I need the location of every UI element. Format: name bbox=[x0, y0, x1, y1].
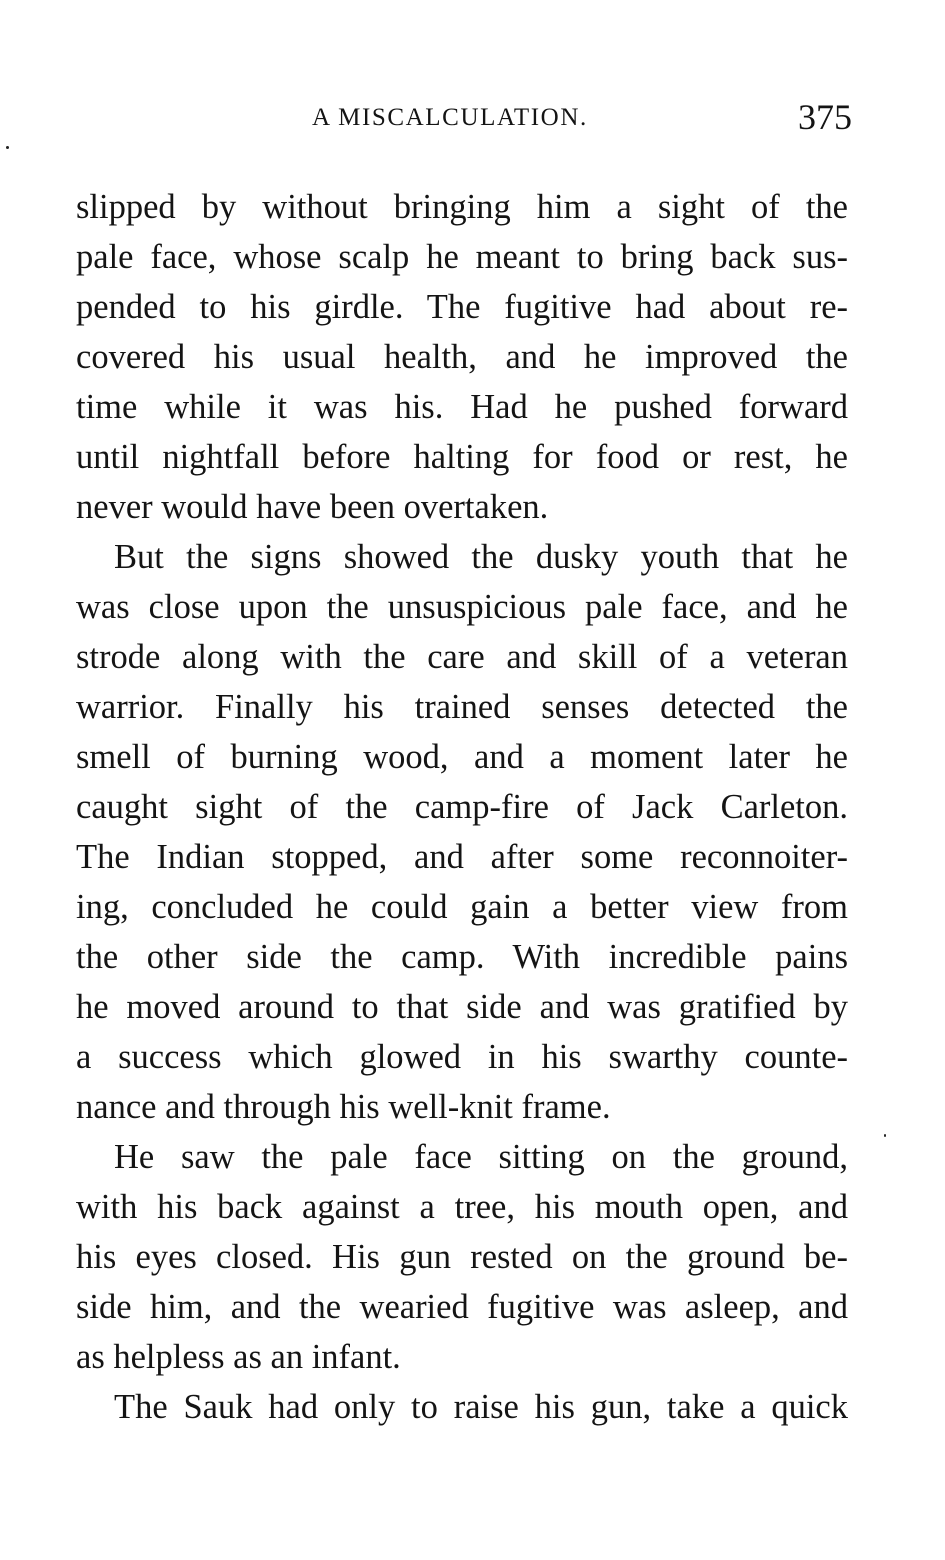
text-line: ing, concluded he could gain a better view from bbox=[76, 888, 848, 926]
text-line: pale face, whose scalp he meant to bring back sus- bbox=[76, 238, 848, 276]
text-line: nance and through his well-knit frame. bbox=[76, 1088, 611, 1126]
text-line: was close upon the unsuspicious pale face, and he bbox=[76, 588, 848, 626]
text-line: his eyes closed. His gun rested on the ground be- bbox=[76, 1238, 848, 1276]
text-line: slipped by without bringing him a sight of the bbox=[76, 188, 848, 226]
text-line: caught sight of the camp-fire of Jack Carleton. bbox=[76, 788, 848, 826]
text-line: The Sauk had only to raise his gun, take a quick bbox=[114, 1388, 848, 1426]
text-line: he moved around to that side and was gratified by bbox=[76, 988, 848, 1026]
body-text bbox=[76, 182, 848, 1432]
text-line: as helpless as an infant. bbox=[76, 1338, 401, 1376]
scan-speck bbox=[6, 146, 9, 149]
text-line: never would have been overtaken. bbox=[76, 488, 549, 526]
text-line: He saw the pale face sitting on the ground, bbox=[114, 1138, 848, 1176]
scan-speck bbox=[884, 1134, 886, 1137]
text-line: until nightfall before halting for food or rest, he bbox=[76, 438, 848, 476]
text-line: time while it was his. Had he pushed forward bbox=[76, 388, 848, 426]
text-line: But the signs showed the dusky youth that he bbox=[114, 538, 848, 576]
text-line: side him, and the wearied fugitive was asleep, and bbox=[76, 1288, 848, 1326]
text-line: warrior. Finally his trained senses detected the bbox=[76, 688, 848, 726]
text-line: pended to his girdle. The fugitive had about re- bbox=[76, 288, 848, 326]
text-line: The Indian stopped, and after some reconnoiter- bbox=[76, 838, 848, 876]
paragraph-1 bbox=[76, 182, 848, 532]
text-line: the other side the camp. With incredible pains bbox=[76, 938, 848, 976]
page-header bbox=[0, 96, 945, 146]
paragraph-3 bbox=[76, 1132, 848, 1382]
running-head: A MISCALCULATION. bbox=[312, 104, 588, 131]
text-line: a success which glowed in his swarthy counte- bbox=[76, 1038, 848, 1076]
paragraph-2 bbox=[76, 532, 848, 1132]
text-line: covered his usual health, and he improved the bbox=[76, 338, 848, 376]
paragraph-4 bbox=[76, 1382, 848, 1432]
page-number: 375 bbox=[798, 97, 852, 137]
text-line: strode along with the care and skill of a veteran bbox=[76, 638, 848, 676]
text-line: smell of burning wood, and a moment later he bbox=[76, 738, 848, 776]
text-line: with his back against a tree, his mouth open, and bbox=[76, 1188, 848, 1226]
